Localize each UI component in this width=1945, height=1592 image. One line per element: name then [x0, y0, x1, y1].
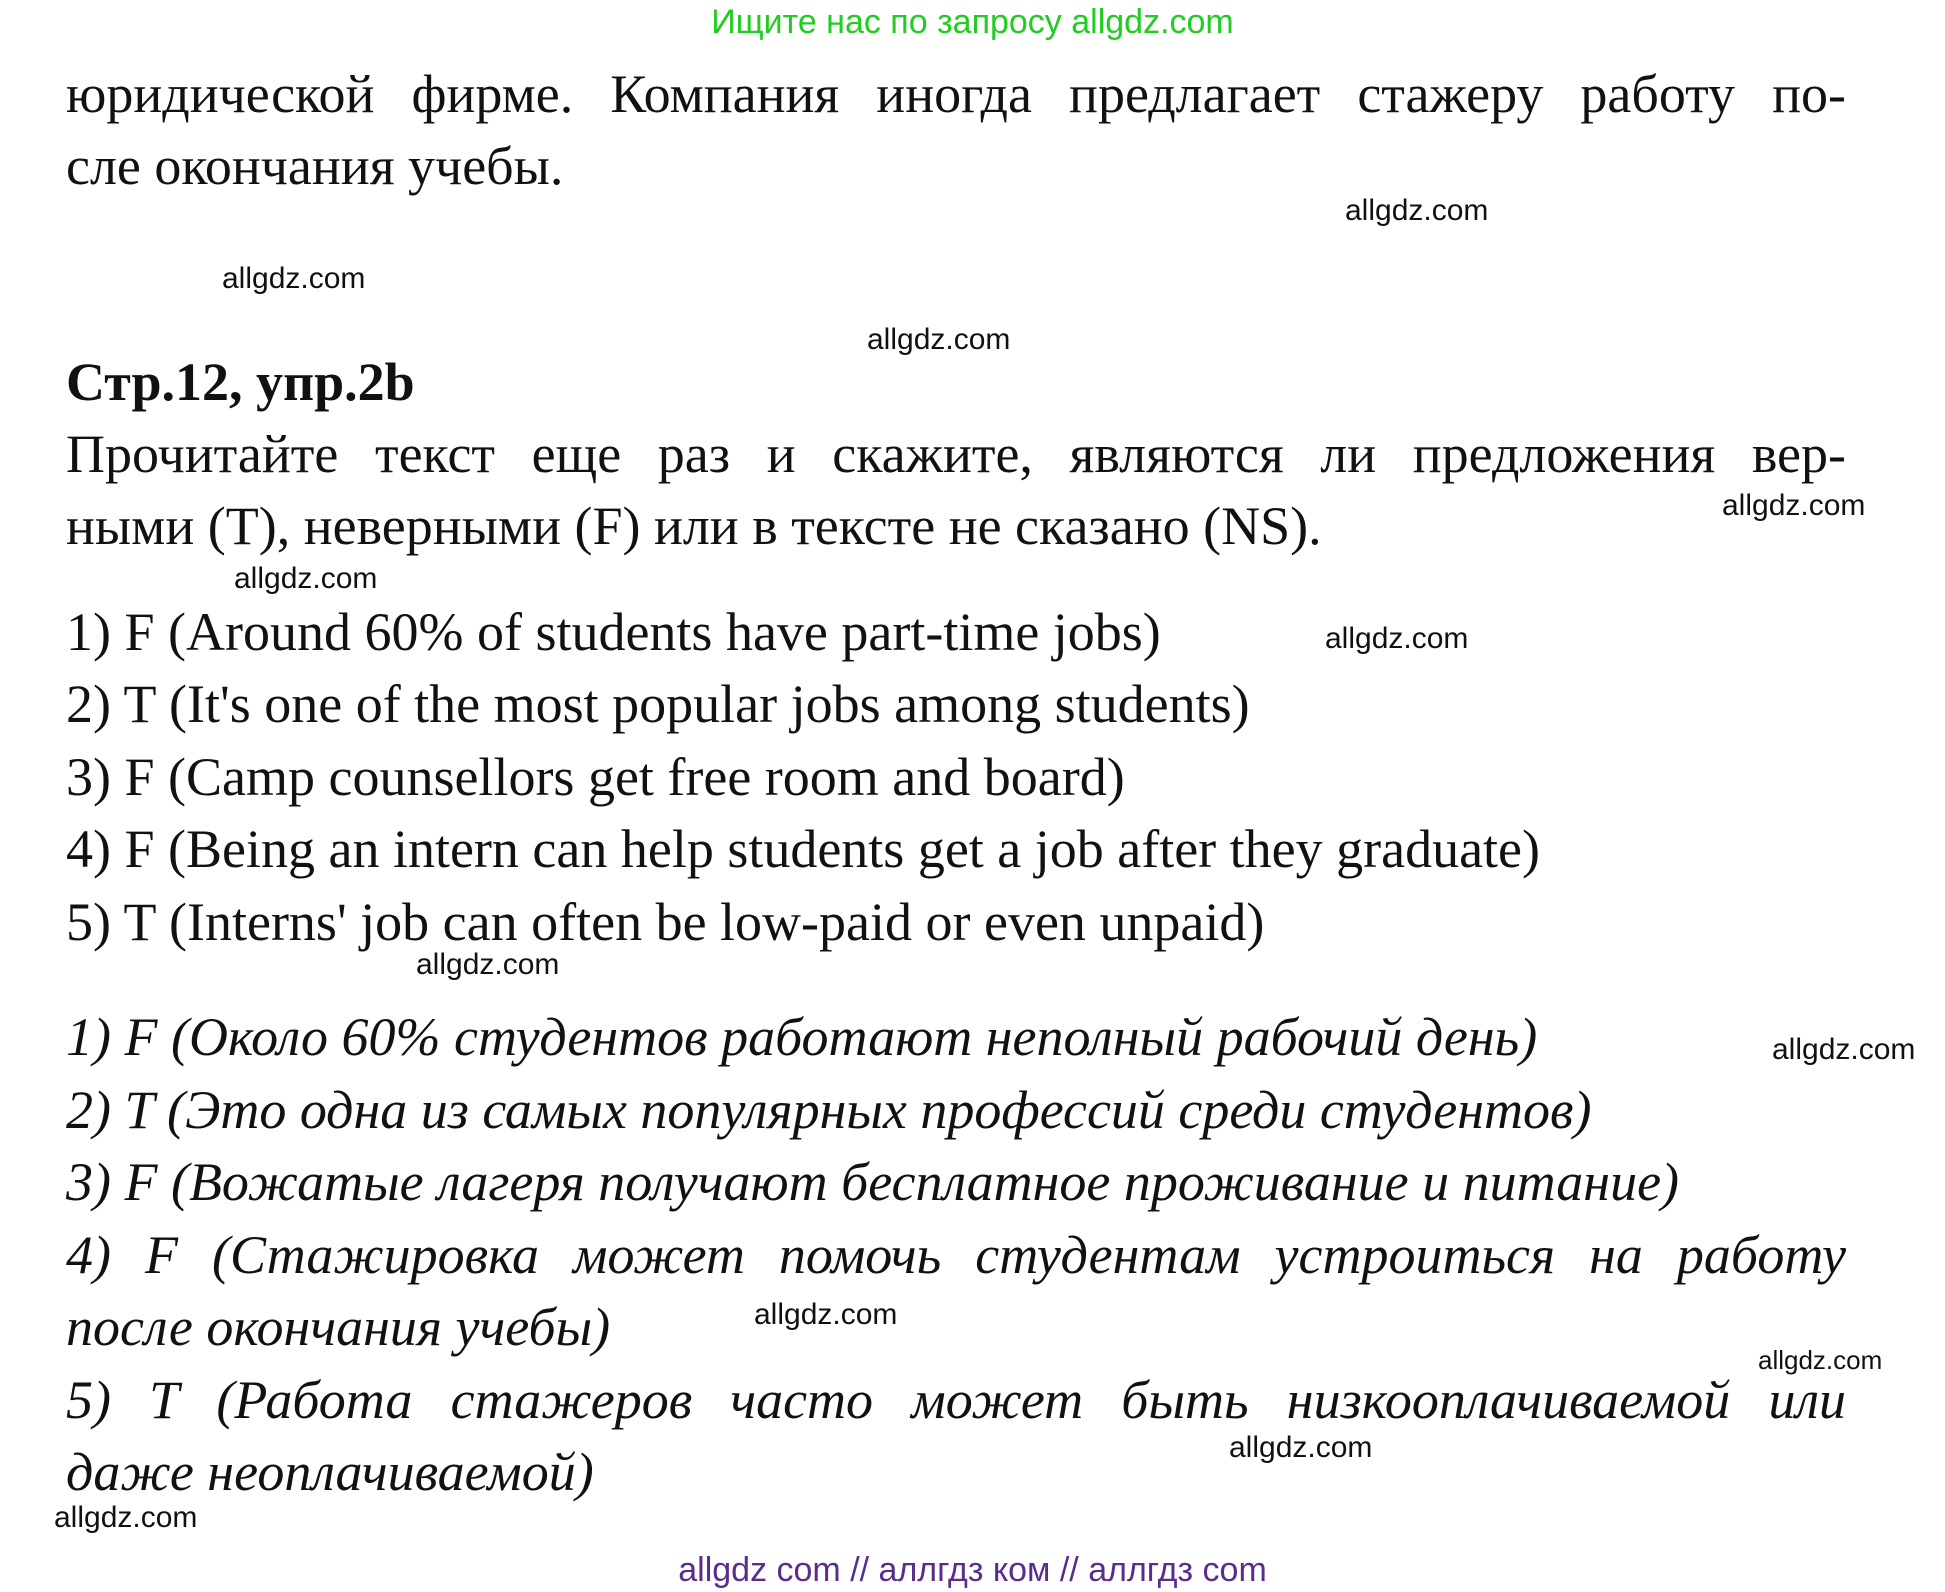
answer-ru-5-line-1: 5) T (Работа стажеров часто может быть низкооплачиваемой или: [66, 1370, 1846, 1430]
watermark: allgdz.com: [416, 948, 560, 981]
watermark: allgdz.com: [1772, 1033, 1916, 1066]
top-banner: Ищите нас по запросу allgdz.com: [711, 3, 1234, 41]
watermark: allgdz.com: [1325, 622, 1469, 655]
answer-ru-1: 1) F (Около 60% студентов работают неполный рабочий день): [66, 1007, 1538, 1067]
watermark: allgdz.com: [54, 1501, 198, 1534]
exercise-heading: Стр.12, упр.2b: [66, 352, 415, 412]
watermark: allgdz.com: [1758, 1345, 1883, 1375]
answer-ru-4-line-1: 4) F (Стажировка может помочь студентам устроиться на работу: [66, 1225, 1846, 1285]
answer-en-4: 4) F (Being an intern can help students get a job after they graduate): [66, 819, 1541, 879]
answer-en-1: 1) F (Around 60% of students have part-time jobs): [66, 602, 1161, 662]
watermark: allgdz.com: [234, 562, 378, 595]
answer-ru-5-line-2: даже неоплачиваемой): [66, 1442, 594, 1502]
answer-ru-4-line-2: после окончания учебы): [66, 1297, 611, 1357]
watermark: allgdz.com: [222, 262, 366, 295]
answer-ru-3: 3) F (Вожатые лагеря получают бесплатное проживание и питание): [66, 1152, 1680, 1212]
answer-ru-2: 2) T (Это одна из самых популярных профессий среди студентов): [66, 1080, 1592, 1140]
answer-en-2: 2) T (It's one of the most popular jobs among students): [66, 674, 1250, 734]
watermark: allgdz.com: [1722, 489, 1866, 522]
watermark: allgdz.com: [867, 323, 1011, 356]
bottom-banner: allgdz com // аллгдз ком // аллгдз com: [678, 1551, 1267, 1589]
watermark: allgdz.com: [754, 1298, 898, 1331]
instruction-line-2: ными (T), неверными (F) или в тексте не сказано (NS).: [66, 496, 1322, 556]
answer-en-5: 5) T (Interns' job can often be low-paid or even unpaid): [66, 892, 1265, 952]
watermark: allgdz.com: [1229, 1431, 1373, 1464]
instruction-line-1: Прочитайте текст еще раз и скажите, являются ли предложения вер-: [66, 424, 1846, 484]
watermark: allgdz.com: [1345, 194, 1489, 227]
answer-en-3: 3) F (Camp counsellors get free room and board): [66, 747, 1125, 807]
intro-line-1: юридической фирме. Компания иногда предлагает стажеру работу по-: [66, 64, 1846, 124]
intro-line-2: сле окончания учебы.: [66, 136, 564, 196]
